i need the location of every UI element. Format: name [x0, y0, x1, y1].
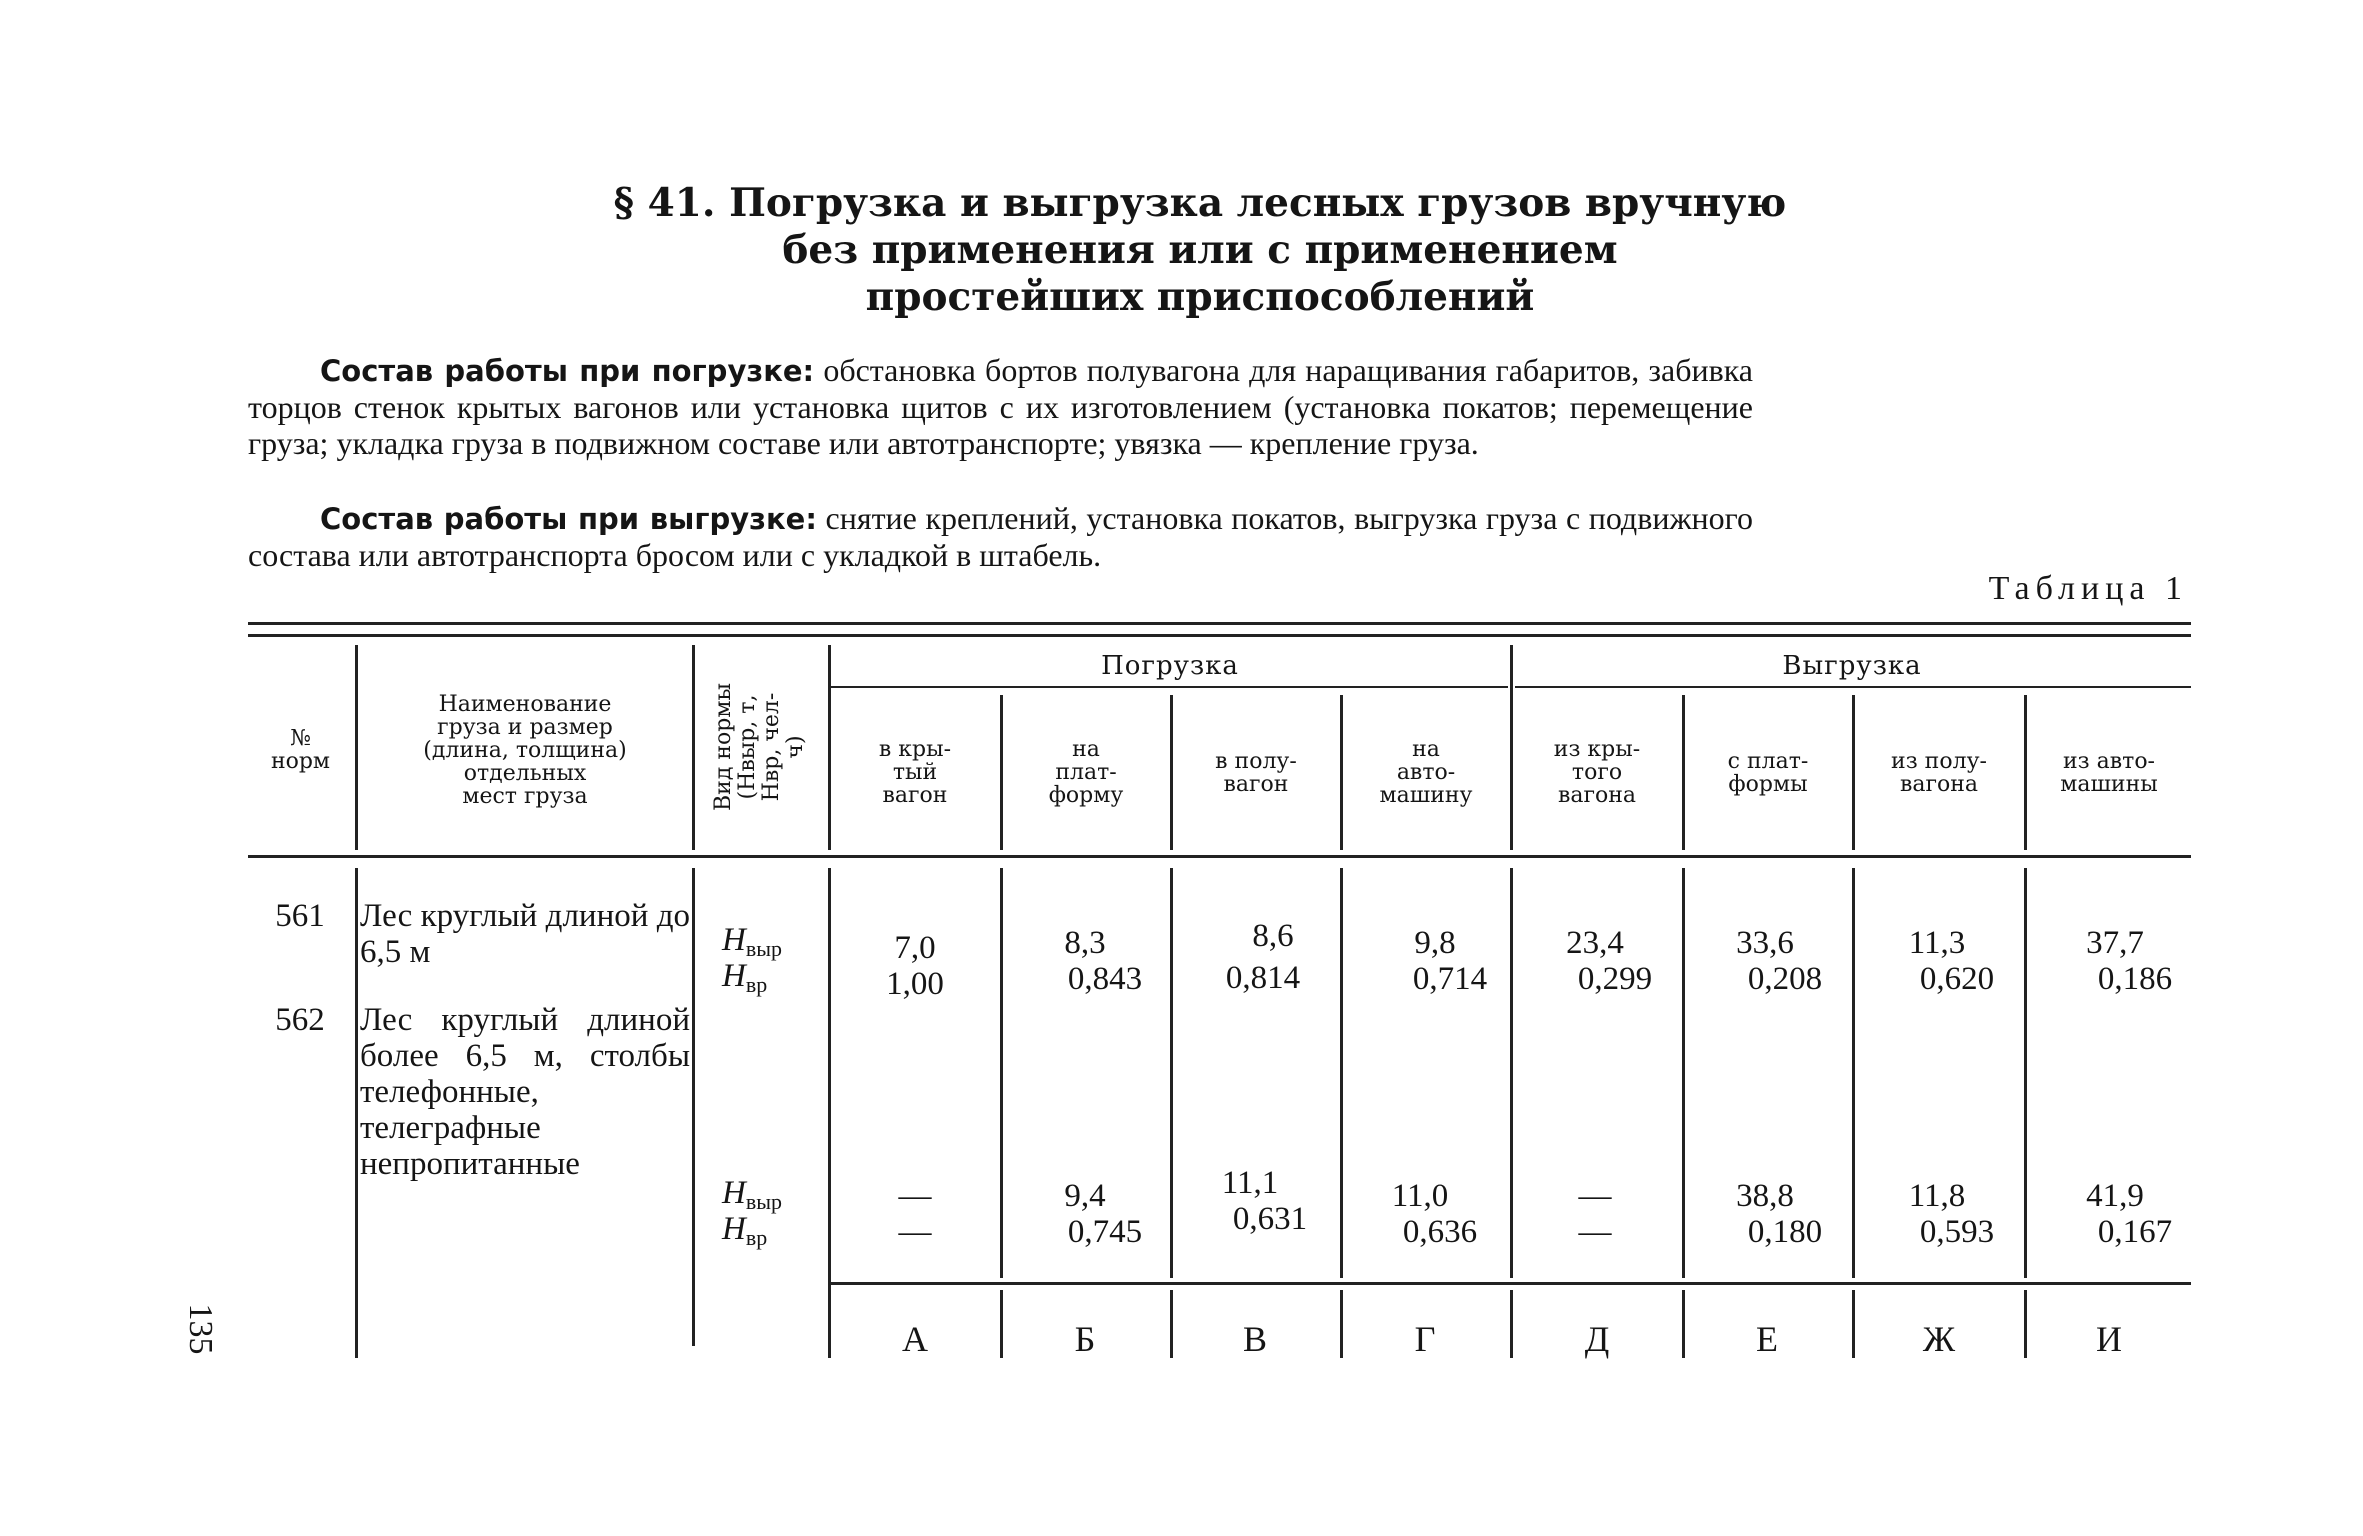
row-561-col-d-value-1: 23,4 — [1566, 925, 1624, 961]
row-562-col-b — [1010, 1178, 1160, 1250]
heading-line-1: § 41. Погрузка и выгрузка лесных грузов вручную — [613, 180, 1787, 226]
col-divider — [692, 868, 695, 1346]
header-col-zh-text: из полу- вагона — [1891, 748, 1987, 797]
col-divider — [1682, 868, 1685, 1278]
col-divider — [1170, 1290, 1173, 1358]
col-divider — [1510, 868, 1513, 1278]
row-562-col-g-value-1: 11,0 — [1391, 1178, 1449, 1214]
row-562-col-i-value-2: 0,167 — [2097, 1214, 2173, 1250]
row-561-col-zh-value-1: 11,3 — [1908, 925, 1966, 961]
header-col-b-text: на плат- форму — [1048, 737, 1124, 808]
table-top-rule-2 — [248, 634, 2191, 637]
row-562-kind-b-sub: вр — [745, 1225, 768, 1250]
header-col-i-text: из авто- машины — [2060, 748, 2158, 797]
col-divider — [1340, 1290, 1343, 1358]
column-letter-zh: Ж — [1922, 1319, 1956, 1359]
header-col-kind-text: Вид нормы (Нвыр, т, Нвр, чел-ч) — [711, 683, 808, 811]
row-561-col-zh — [1862, 925, 2012, 997]
row-562-col-a — [840, 1178, 990, 1250]
row-561-col-i-value-1: 37,7 — [2086, 925, 2144, 961]
row-562-num: 562 — [275, 1002, 325, 1038]
row-562-col-g-value-2: 0,636 — [1402, 1214, 1478, 1250]
header-group-unload-text: Выгрузка — [1782, 650, 1922, 681]
col-divider — [1682, 1290, 1685, 1358]
table-caption: Таблица 1 — [1988, 570, 2188, 607]
unload-group-rule — [1515, 686, 2191, 688]
letters-rule — [830, 1282, 2191, 1285]
row-561-col-v-value-2: 0,814 — [1225, 960, 1301, 996]
row-562-col-b-value-2: 0,745 — [1067, 1214, 1143, 1250]
header-col-kind — [695, 652, 825, 842]
row-561-kind-a-letter: Н — [722, 922, 746, 958]
row-562-col-zh-value-1: 11,8 — [1908, 1178, 1966, 1214]
loading-work-lead: Состав работы при погрузке: — [320, 354, 815, 388]
row-562-col-v-value-2: 0,631 — [1232, 1201, 1308, 1237]
col-divider — [355, 868, 358, 1358]
col-divider — [1852, 868, 1855, 1278]
row-562-col-b-value-1: 9,4 — [1064, 1178, 1106, 1214]
col-divider — [1170, 868, 1173, 1278]
row-562-col-v — [1175, 1165, 1325, 1237]
row-561-col-e-value-1: 33,6 — [1736, 925, 1794, 961]
row-561-kind-b-letter: Н — [722, 958, 746, 994]
col-divider — [1852, 1290, 1855, 1358]
page-number: 135 — [182, 1303, 219, 1355]
row-562-col-g — [1345, 1178, 1495, 1250]
col-divider — [828, 868, 831, 1358]
col-divider — [1510, 1290, 1513, 1358]
col-divider — [2024, 868, 2027, 1278]
header-group-load-text: Погрузка — [1101, 650, 1239, 681]
header-col-g — [1343, 695, 1509, 850]
row-561-col-b-value-2: 0,843 — [1067, 961, 1143, 997]
header-col-d-text: из кры- того вагона — [1553, 737, 1641, 808]
header-col-i — [2027, 695, 2191, 850]
col-divider — [1000, 1290, 1003, 1358]
row-561-col-e — [1690, 925, 1840, 997]
row-561-kind-a-sub: выр — [745, 936, 783, 961]
row-561-col-zh-value-2: 0,620 — [1919, 961, 1995, 997]
header-group-unload — [1512, 648, 2192, 684]
heading-line-3: простейших приспособлений — [865, 274, 1535, 320]
header-col-e-text: с плат- формы — [1727, 748, 1809, 797]
row-561-col-i-value-2: 0,186 — [2097, 961, 2173, 997]
row-561-name: Лес круглый длиной до 6,5 м — [360, 898, 690, 970]
header-col-zh — [1855, 695, 2023, 850]
row-562-col-i — [2040, 1178, 2190, 1250]
row-562-col-d-value-2: — — [1578, 1214, 1612, 1250]
header-bottom-rule — [248, 855, 2191, 858]
header-col-v — [1173, 695, 1339, 850]
row-562-kind-b-letter: Н — [722, 1211, 746, 1247]
row-562-col-e-value-2: 0,180 — [1747, 1214, 1823, 1250]
header-col-num-text: № норм — [270, 726, 331, 774]
table-top-rule — [248, 622, 2191, 625]
row-562-col-zh-value-2: 0,593 — [1919, 1214, 1995, 1250]
header-col-name — [360, 650, 690, 850]
row-562-kind-a-sub: выр — [745, 1189, 783, 1214]
unloading-work-text: снятие креплений, установка покатов, выгрузка груза с подвижного состава или автотранспорта бросом или с укладкой в штабель. — [248, 500, 1753, 573]
col-divider — [1000, 868, 1003, 1278]
row-562-col-v-value-1: 11,1 — [1221, 1165, 1279, 1201]
row-562-kind-b — [722, 1211, 767, 1256]
header-col-a-text: в кры- тый вагон — [878, 737, 952, 808]
row-562-col-zh — [1862, 1178, 2012, 1250]
column-letter-v: В — [1242, 1319, 1267, 1359]
header-col-g-text: на авто- машину — [1379, 737, 1473, 808]
row-562-col-a-value-2: — — [898, 1214, 932, 1250]
row-561-col-e-value-2: 0,208 — [1747, 961, 1823, 997]
header-col-b — [1003, 695, 1169, 850]
column-letter-e: Е — [1756, 1319, 1778, 1359]
row-561-kind-b — [722, 958, 767, 1003]
row-561-col-v — [1188, 918, 1338, 996]
row-562-col-e-value-1: 38,8 — [1736, 1178, 1794, 1214]
header-col-num — [248, 650, 353, 850]
column-letter-d: Д — [1584, 1319, 1610, 1359]
row-561-col-d-value-2: 0,299 — [1577, 961, 1653, 997]
col-divider — [2024, 1290, 2027, 1358]
unloading-work-lead: Состав работы при выгрузке: — [320, 502, 817, 536]
row-561-col-v-value-1: 8,6 — [1252, 918, 1294, 954]
row-561-col-g-value-1: 9,8 — [1414, 925, 1456, 961]
row-562-kind-a-letter: Н — [722, 1175, 746, 1211]
row-561-col-a-value-2: 1,00 — [886, 966, 944, 1002]
col-divider — [355, 645, 358, 850]
header-col-e — [1685, 695, 1851, 850]
row-561-col-i — [2040, 925, 2190, 997]
row-561-col-d — [1520, 925, 1670, 997]
row-561-col-a-value-1: 7,0 — [894, 930, 936, 966]
header-col-d — [1513, 695, 1681, 850]
row-561-num: 561 — [275, 898, 325, 934]
column-letter-g: Г — [1414, 1319, 1436, 1359]
heading-line-2: без применения или с применением — [782, 227, 1618, 273]
row-562-col-i-value-1: 41,9 — [2086, 1178, 2144, 1214]
header-col-name-text: Наименование груза и размер (длина, толщина) отдельных мест груза — [423, 691, 627, 809]
loading-work-text: обстановка бортов полувагона для наращивания габаритов, забивка торцов стенок крытых вагонов или установка щитов с их изготовлением (установка покатов; перемещение груза; укладка груза в подвижном составе или автотранспорте; увязка — крепление груза. — [248, 352, 1754, 461]
row-562-name: Лес круглый длиной более 6,5 м, столбы телефонные, телеграфные непропитанные — [360, 1002, 690, 1182]
row-561-col-g — [1360, 925, 1510, 997]
header-group-load — [830, 648, 1510, 684]
col-divider — [1340, 868, 1343, 1278]
column-letter-i: И — [2096, 1319, 2122, 1359]
row-562-col-d-value-1: — — [1578, 1178, 1612, 1214]
row-561-col-b — [1010, 925, 1160, 997]
row-562-col-d — [1520, 1178, 1670, 1250]
row-562-col-a-value-1: — — [898, 1178, 932, 1214]
header-col-v-text: в полу- вагон — [1215, 748, 1297, 797]
load-group-rule — [830, 686, 1508, 688]
row-561-kind-b-sub: вр — [745, 972, 768, 997]
header-col-a — [832, 695, 998, 850]
column-letter-a: А — [902, 1319, 928, 1359]
row-561-col-a — [840, 930, 990, 1002]
row-561-col-g-value-2: 0,714 — [1412, 961, 1488, 997]
row-561-col-b-value-1: 8,3 — [1064, 925, 1106, 961]
column-letter-b: Б — [1074, 1319, 1096, 1359]
row-562-col-e — [1690, 1178, 1840, 1250]
